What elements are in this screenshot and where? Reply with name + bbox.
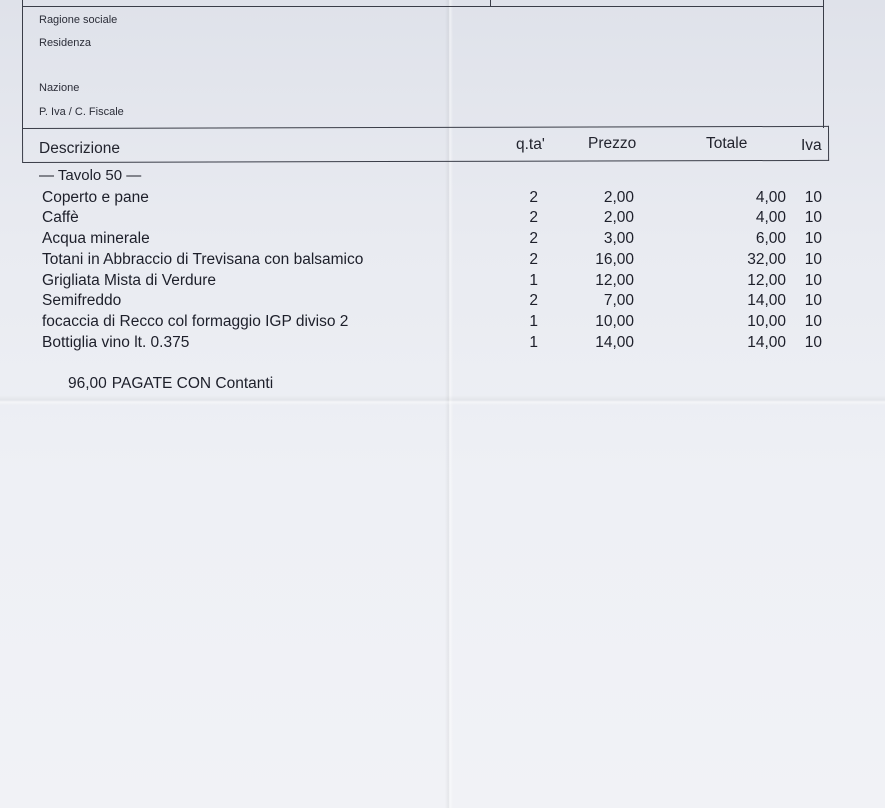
- item-price: 2,00: [603, 209, 634, 226]
- column-prezzo: Prezzo: [588, 135, 637, 152]
- table-number-label: — Tavolo 50 —: [39, 167, 142, 184]
- item-description: Grigliata Mista di Verdure: [42, 272, 217, 289]
- item-price: 16,00: [595, 251, 634, 268]
- item-vat: 10: [804, 230, 822, 247]
- item-vat: 10: [804, 272, 822, 289]
- item-vat: 10: [804, 292, 822, 309]
- item-quantity: 1: [529, 313, 538, 330]
- column-header-left-border: [22, 129, 23, 162]
- label-residenza: Residenza: [39, 37, 91, 49]
- item-total: 4,00: [755, 209, 786, 226]
- item-description: Bottiglia vino lt. 0.375: [42, 334, 190, 351]
- item-description: focaccia di Recco col formaggio IGP diviso 2: [42, 313, 349, 330]
- item-price: 12,00: [595, 272, 634, 289]
- column-descrizione: Descrizione: [39, 140, 120, 157]
- list-item: [0, 230, 885, 250]
- payment-amount: 96,00: [68, 375, 107, 392]
- item-vat: 10: [804, 251, 822, 268]
- list-item: [0, 272, 885, 292]
- item-quantity: 2: [529, 292, 538, 309]
- item-price: 10,00: [595, 313, 634, 330]
- item-description: Coperto e pane: [42, 189, 149, 206]
- item-total: 4,00: [755, 189, 786, 206]
- item-total: 32,00: [747, 251, 786, 268]
- list-item: [0, 334, 885, 354]
- item-quantity: 1: [529, 272, 538, 289]
- item-quantity: 1: [529, 334, 538, 351]
- item-total: 14,00: [747, 292, 786, 309]
- item-price: 7,00: [603, 292, 634, 309]
- column-qta: q.ta': [516, 136, 545, 153]
- column-totale: Totale: [706, 135, 748, 152]
- paper-fold-horizontal: [0, 395, 885, 405]
- label-ragione-sociale: Ragione sociale: [39, 14, 118, 26]
- item-description: Acqua minerale: [42, 230, 150, 247]
- item-description: Caffè: [42, 209, 79, 226]
- item-total: 10,00: [747, 313, 786, 330]
- item-vat: 10: [804, 334, 822, 351]
- payment-method: PAGATE CON Contanti: [111, 375, 274, 392]
- item-price: 2,00: [603, 189, 634, 206]
- item-quantity: 2: [529, 209, 538, 226]
- list-item: [0, 209, 885, 229]
- list-item: [0, 251, 885, 271]
- item-quantity: 2: [529, 230, 538, 247]
- item-description: Totani in Abbraccio di Trevisana con balsamico: [42, 251, 364, 268]
- list-item: [0, 292, 885, 312]
- item-price: 3,00: [603, 230, 634, 247]
- item-vat: 10: [804, 209, 822, 226]
- item-total: 14,00: [747, 334, 786, 351]
- list-item: [0, 313, 885, 333]
- item-price: 14,00: [595, 334, 634, 351]
- item-vat: 10: [804, 313, 822, 330]
- item-quantity: 2: [529, 251, 538, 268]
- customer-info-box: [22, 0, 824, 128]
- item-quantity: 2: [529, 189, 538, 206]
- label-nazione: Nazione: [39, 82, 80, 94]
- column-iva: Iva: [801, 137, 822, 154]
- list-item: [0, 189, 885, 209]
- item-total: 6,00: [755, 230, 786, 247]
- item-description: Semifreddo: [42, 292, 122, 309]
- payment-summary: [68, 375, 278, 393]
- item-vat: 10: [804, 189, 822, 206]
- item-total: 12,00: [747, 272, 786, 289]
- label-piva: P. Iva / C. Fiscale: [39, 106, 124, 118]
